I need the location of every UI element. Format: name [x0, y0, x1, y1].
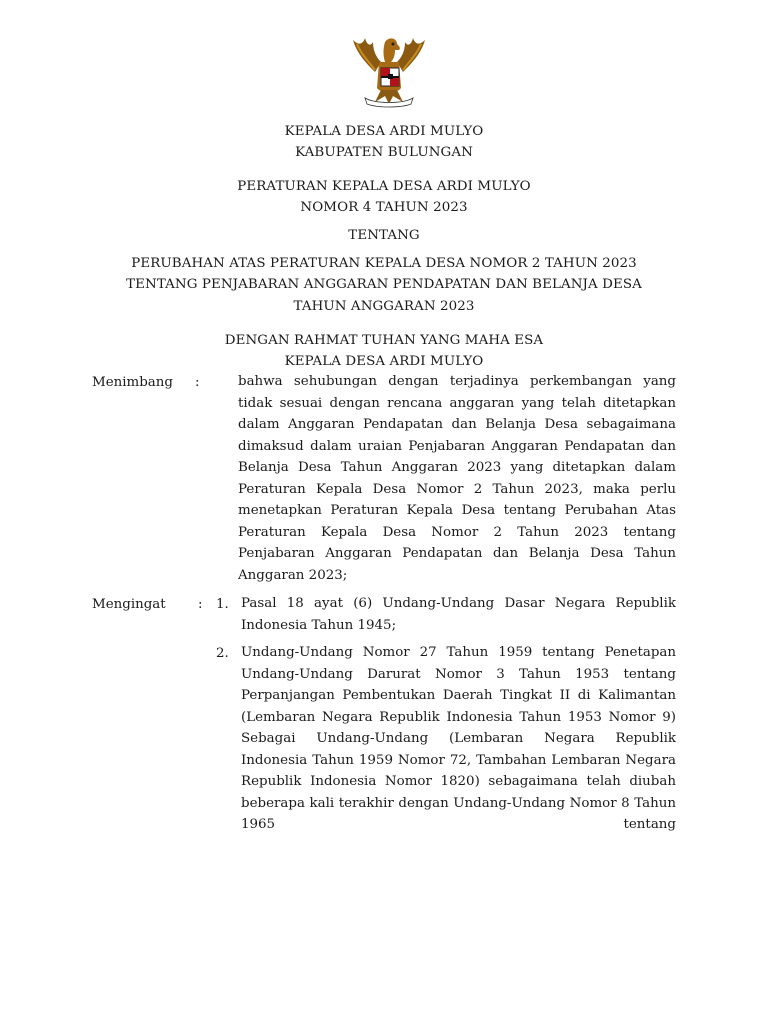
mengingat-item-1-text: Pasal 18 ayat (6) Undang-Undang Dasar Negara Republik Indonesia Tahun 1945; [241, 596, 676, 633]
garuda-pancasila-emblem [345, 32, 433, 108]
issuer-regency: KABUPATEN BULUNGAN [295, 145, 473, 160]
menimbang-colon: : [195, 375, 200, 390]
regulation-about-heading: TENTANG [348, 228, 420, 243]
mengingat-item-1-number: 1. [216, 597, 229, 612]
menimbang-text: bahwa sehubungan dengan terjadinya perkembangan yang tidak sesuai dengan rencana anggaran yang telah ditetapkan dalam Anggaran Pendapatan dan Belanja Desa sebagaimana dimaksud dalam uraian Penjabaran Anggaran Pendapatan dan Belanja Desa Tahun Anggaran 2023 yang ditetapkan dalam Peraturan Kepala Desa Nomor 2 Tahun 2023, maka perlu menetapkan Peraturan Kepala Desa tentang Perubahan Atas Peraturan Kepala Desa Nomor 2 Tahun 2023 tentang Penjabaran Anggaran Pendapatan dan Belanja Desa Tahun Anggaran 2023; [238, 374, 676, 583]
regulation-subject-line-1: PERUBAHAN ATAS PERATURAN KEPALA DESA NOMOR 2 TAHUN 2023 [131, 256, 637, 271]
issuer-title: KEPALA DESA ARDI MULYO [284, 124, 484, 139]
mengingat-label: Mengingat [92, 597, 166, 612]
regulation-subject-line-3: TAHUN ANGGARAN 2023 [293, 299, 475, 314]
menimbang-label: Menimbang [92, 375, 173, 390]
regulation-number: NOMOR 4 TAHUN 2023 [300, 200, 468, 215]
mengingat-item-2-number: 2. [216, 646, 229, 661]
preamble-line-1: DENGAN RAHMAT TUHAN YANG MAHA ESA [224, 333, 544, 348]
preamble-line-2: KEPALA DESA ARDI MULYO [284, 354, 484, 369]
mengingat-colon: : [198, 597, 203, 612]
regulation-subject-line-2: TENTANG PENJABARAN ANGGARAN PENDAPATAN DAN BELANJA DESA [126, 277, 642, 292]
regulation-title: PERATURAN KEPALA DESA ARDI MULYO [237, 179, 531, 194]
mengingat-item-2-text: Undang-Undang Nomor 27 Tahun 1959 tentang Penetapan Undang-Undang Darurat Nomor 3 Tahun 1953 tentang Perpanjangan Pembentukan Daerah Tingkat II di Kalimantan (Lembaran Negara Republik Indonesia Tahun 1953 Nomor 9) Sebagai Undang-Undang (Lembaran Negara Republik Indonesia Tahun 1959 Nomor 72, Tambahan Lembaran Negara Republik Indonesia Nomor 1820) sebagaimana telah diubah beberapa kali terakhir dengan Undang-Undang Nomor 8 Tahun 1965 tentang [241, 645, 676, 832]
